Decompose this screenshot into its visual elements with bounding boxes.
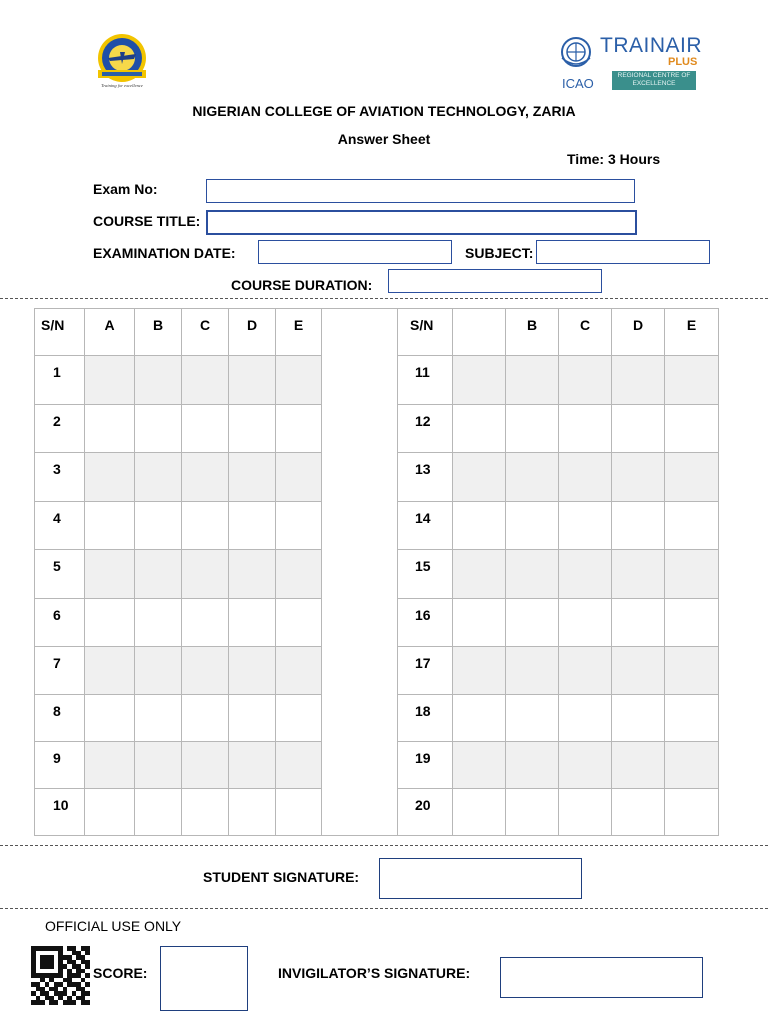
answer-cell[interactable] xyxy=(182,695,229,742)
row-number: 1 xyxy=(35,356,85,405)
answer-cell[interactable] xyxy=(559,502,612,550)
header-a: A xyxy=(85,309,135,356)
answer-cell[interactable] xyxy=(559,405,612,453)
answer-cell[interactable] xyxy=(85,502,135,550)
answer-cell[interactable] xyxy=(612,502,665,550)
answer-cell[interactable] xyxy=(135,742,182,789)
answer-cell[interactable] xyxy=(85,599,135,647)
invigilator-signature-field[interactable] xyxy=(500,957,703,998)
ncat-logo xyxy=(90,32,154,94)
exam-date-label: EXAMINATION DATE: xyxy=(93,245,236,261)
row-number: 9 xyxy=(35,742,85,789)
answer-cell[interactable] xyxy=(506,453,559,502)
course-title-label: COURSE TITLE: xyxy=(93,213,201,229)
row-number: 8 xyxy=(35,695,85,742)
icao-trainair-logo xyxy=(558,34,703,92)
row-number-right: 12 xyxy=(398,405,453,453)
answer-cell[interactable] xyxy=(506,599,559,647)
answer-cell[interactable] xyxy=(559,789,612,836)
answer-cell[interactable] xyxy=(612,742,665,789)
grid-row xyxy=(35,405,719,453)
course-title-field[interactable] xyxy=(206,210,637,235)
row-number: 7 xyxy=(35,647,85,695)
answer-cell[interactable] xyxy=(85,742,135,789)
answer-cell[interactable] xyxy=(612,647,665,695)
grid-row xyxy=(35,695,719,742)
answer-cell[interactable] xyxy=(506,405,559,453)
answer-cell[interactable] xyxy=(135,405,182,453)
grid-row xyxy=(35,742,719,789)
divider-bottom xyxy=(0,908,768,909)
answer-cell[interactable] xyxy=(85,789,135,836)
grid-gap xyxy=(322,453,398,502)
answer-cell[interactable] xyxy=(135,789,182,836)
answer-cell[interactable] xyxy=(85,405,135,453)
exam-no-label: Exam No: xyxy=(93,181,158,197)
divider-middle xyxy=(0,845,768,846)
answer-cell[interactable] xyxy=(85,695,135,742)
answer-cell[interactable] xyxy=(276,502,322,550)
exam-date-field[interactable] xyxy=(258,240,452,264)
answer-cell[interactable] xyxy=(665,550,719,599)
header-sn: S/N xyxy=(35,309,85,356)
answer-cell[interactable] xyxy=(182,405,229,453)
course-duration-label: COURSE DURATION: xyxy=(231,277,373,293)
answer-cell[interactable] xyxy=(453,550,506,599)
row-number-right: 11 xyxy=(398,356,453,405)
answer-cell[interactable] xyxy=(453,453,506,502)
ncat-motto: Training for excellence xyxy=(101,83,143,88)
answer-cell[interactable] xyxy=(506,695,559,742)
grid-row xyxy=(35,647,719,695)
row-number: 5 xyxy=(35,550,85,599)
score-label: SCORE: xyxy=(93,965,148,981)
grid-gap xyxy=(322,695,398,742)
time-label: Time: 3 Hours xyxy=(567,151,661,167)
answer-cell[interactable] xyxy=(182,647,229,695)
row-number-right: 15 xyxy=(398,550,453,599)
answer-cell[interactable] xyxy=(612,695,665,742)
answer-cell[interactable] xyxy=(559,742,612,789)
subject-field[interactable] xyxy=(536,240,710,264)
icao-trainair-icon xyxy=(558,36,596,76)
header-c: C xyxy=(182,309,229,356)
grid-row xyxy=(35,453,719,502)
grid-gap xyxy=(322,502,398,550)
official-use-heading: OFFICIAL USE ONLY xyxy=(45,918,182,934)
answer-cell[interactable] xyxy=(229,599,276,647)
answer-cell[interactable] xyxy=(453,742,506,789)
row-number-right: 19 xyxy=(398,742,453,789)
icao-text: ICAO xyxy=(562,76,594,91)
student-signature-field[interactable] xyxy=(379,858,582,899)
grid-row xyxy=(35,356,719,405)
answer-cell[interactable] xyxy=(135,356,182,405)
answer-cell[interactable] xyxy=(665,647,719,695)
answer-cell[interactable] xyxy=(559,453,612,502)
answer-cell[interactable] xyxy=(276,695,322,742)
answer-cell[interactable] xyxy=(276,647,322,695)
answer-cell[interactable] xyxy=(453,599,506,647)
answer-cell[interactable] xyxy=(85,550,135,599)
grid-gap xyxy=(322,599,398,647)
answer-cell[interactable] xyxy=(135,599,182,647)
answer-cell[interactable] xyxy=(506,742,559,789)
header-b-right: B xyxy=(506,309,559,356)
header-b: B xyxy=(135,309,182,356)
answer-cell[interactable] xyxy=(182,599,229,647)
answer-cell[interactable] xyxy=(229,550,276,599)
course-duration-field[interactable] xyxy=(388,269,602,293)
answer-cell[interactable] xyxy=(276,550,322,599)
answer-cell[interactable] xyxy=(229,356,276,405)
answer-cell[interactable] xyxy=(135,647,182,695)
answer-cell[interactable] xyxy=(276,789,322,836)
answer-cell[interactable] xyxy=(135,550,182,599)
score-field[interactable] xyxy=(160,946,248,1011)
answer-cell[interactable] xyxy=(85,356,135,405)
grid-gap xyxy=(322,405,398,453)
answer-cell[interactable] xyxy=(506,502,559,550)
answer-cell[interactable] xyxy=(665,405,719,453)
answer-cell[interactable] xyxy=(276,742,322,789)
answer-cell[interactable] xyxy=(135,453,182,502)
answer-cell[interactable] xyxy=(182,453,229,502)
row-number: 10 xyxy=(35,789,85,836)
answer-cell[interactable] xyxy=(612,453,665,502)
row-number: 3 xyxy=(35,453,85,502)
answer-cell[interactable] xyxy=(453,405,506,453)
header-blank-right xyxy=(453,309,506,356)
answer-cell[interactable] xyxy=(276,599,322,647)
student-signature-label: STUDENT SIGNATURE: xyxy=(203,869,360,885)
grid-row xyxy=(35,599,719,647)
grid-gap xyxy=(322,550,398,599)
answer-cell[interactable] xyxy=(229,405,276,453)
grid-gap xyxy=(322,309,398,356)
answer-cell[interactable] xyxy=(182,356,229,405)
answer-cell[interactable] xyxy=(506,647,559,695)
answer-cell[interactable] xyxy=(229,789,276,836)
header-d: D xyxy=(229,309,276,356)
answer-cell[interactable] xyxy=(229,647,276,695)
answer-cell[interactable] xyxy=(453,789,506,836)
row-number-right: 16 xyxy=(398,599,453,647)
answer-cell[interactable] xyxy=(182,789,229,836)
grid-gap xyxy=(322,742,398,789)
answer-cell[interactable] xyxy=(229,502,276,550)
answer-cell[interactable] xyxy=(559,695,612,742)
grid-gap xyxy=(322,647,398,695)
answer-cell[interactable] xyxy=(182,550,229,599)
grid-row xyxy=(35,502,719,550)
answer-cell[interactable] xyxy=(229,742,276,789)
trainair-text: TRAINAIR xyxy=(600,34,703,57)
answer-cell[interactable] xyxy=(559,550,612,599)
answer-cell[interactable] xyxy=(453,502,506,550)
answer-cell[interactable] xyxy=(665,599,719,647)
row-number: 2 xyxy=(35,405,85,453)
row-number: 6 xyxy=(35,599,85,647)
qr-code-icon xyxy=(31,946,90,1005)
answer-cell[interactable] xyxy=(506,550,559,599)
answer-cell[interactable] xyxy=(276,453,322,502)
answer-cell[interactable] xyxy=(612,789,665,836)
divider-top xyxy=(0,298,768,299)
grid-row xyxy=(35,550,719,599)
row-number: 4 xyxy=(35,502,85,550)
answer-cell[interactable] xyxy=(276,356,322,405)
answer-cell[interactable] xyxy=(182,502,229,550)
answer-cell[interactable] xyxy=(665,356,719,405)
answer-cell[interactable] xyxy=(276,405,322,453)
answer-cell[interactable] xyxy=(453,695,506,742)
ncat-seal-icon xyxy=(90,32,154,94)
answer-cell[interactable] xyxy=(665,695,719,742)
answer-cell[interactable] xyxy=(506,356,559,405)
answer-cell[interactable] xyxy=(559,356,612,405)
answer-cell[interactable] xyxy=(665,453,719,502)
sheet-title: Answer Sheet xyxy=(337,131,431,147)
answer-cell[interactable] xyxy=(135,695,182,742)
answer-cell[interactable] xyxy=(229,695,276,742)
plus-text: PLUS xyxy=(668,56,698,68)
answer-cell[interactable] xyxy=(182,742,229,789)
answer-cell[interactable] xyxy=(665,789,719,836)
grid-header-row xyxy=(35,309,719,356)
row-number-right: 13 xyxy=(398,453,453,502)
header-e: E xyxy=(276,309,322,356)
answer-cell[interactable] xyxy=(229,453,276,502)
row-number-right: 17 xyxy=(398,647,453,695)
answer-cell[interactable] xyxy=(612,599,665,647)
header-sn-right: S/N xyxy=(398,309,453,356)
row-number-right: 20 xyxy=(398,789,453,836)
institution-title: NIGERIAN COLLEGE OF AVIATION TECHNOLOGY, ZARIA xyxy=(192,103,576,119)
answer-cell[interactable] xyxy=(453,356,506,405)
answer-cell[interactable] xyxy=(665,742,719,789)
answer-cell[interactable] xyxy=(85,453,135,502)
header-c-right: C xyxy=(559,309,612,356)
header-e-right: E xyxy=(665,309,719,356)
answer-cell[interactable] xyxy=(453,647,506,695)
grid-row xyxy=(35,789,719,836)
answer-cell[interactable] xyxy=(665,502,719,550)
grid-gap xyxy=(322,356,398,405)
answer-cell[interactable] xyxy=(612,356,665,405)
answer-cell[interactable] xyxy=(612,550,665,599)
answer-cell[interactable] xyxy=(559,647,612,695)
answer-cell[interactable] xyxy=(559,599,612,647)
answer-cell[interactable] xyxy=(612,405,665,453)
header-d-right: D xyxy=(612,309,665,356)
answer-cell[interactable] xyxy=(506,789,559,836)
answer-cell[interactable] xyxy=(85,647,135,695)
grid-gap xyxy=(322,789,398,836)
subject-label: SUBJECT: xyxy=(465,245,534,261)
answer-cell[interactable] xyxy=(135,502,182,550)
rce-badge: REGIONAL CENTRE OF EXCELLENCE xyxy=(612,71,696,90)
exam-no-field[interactable] xyxy=(206,179,635,203)
row-number-right: 18 xyxy=(398,695,453,742)
answer-grid xyxy=(34,308,719,836)
row-number-right: 14 xyxy=(398,502,453,550)
invigilator-signature-label: INVIGILATOR’S SIGNATURE: xyxy=(278,965,471,981)
